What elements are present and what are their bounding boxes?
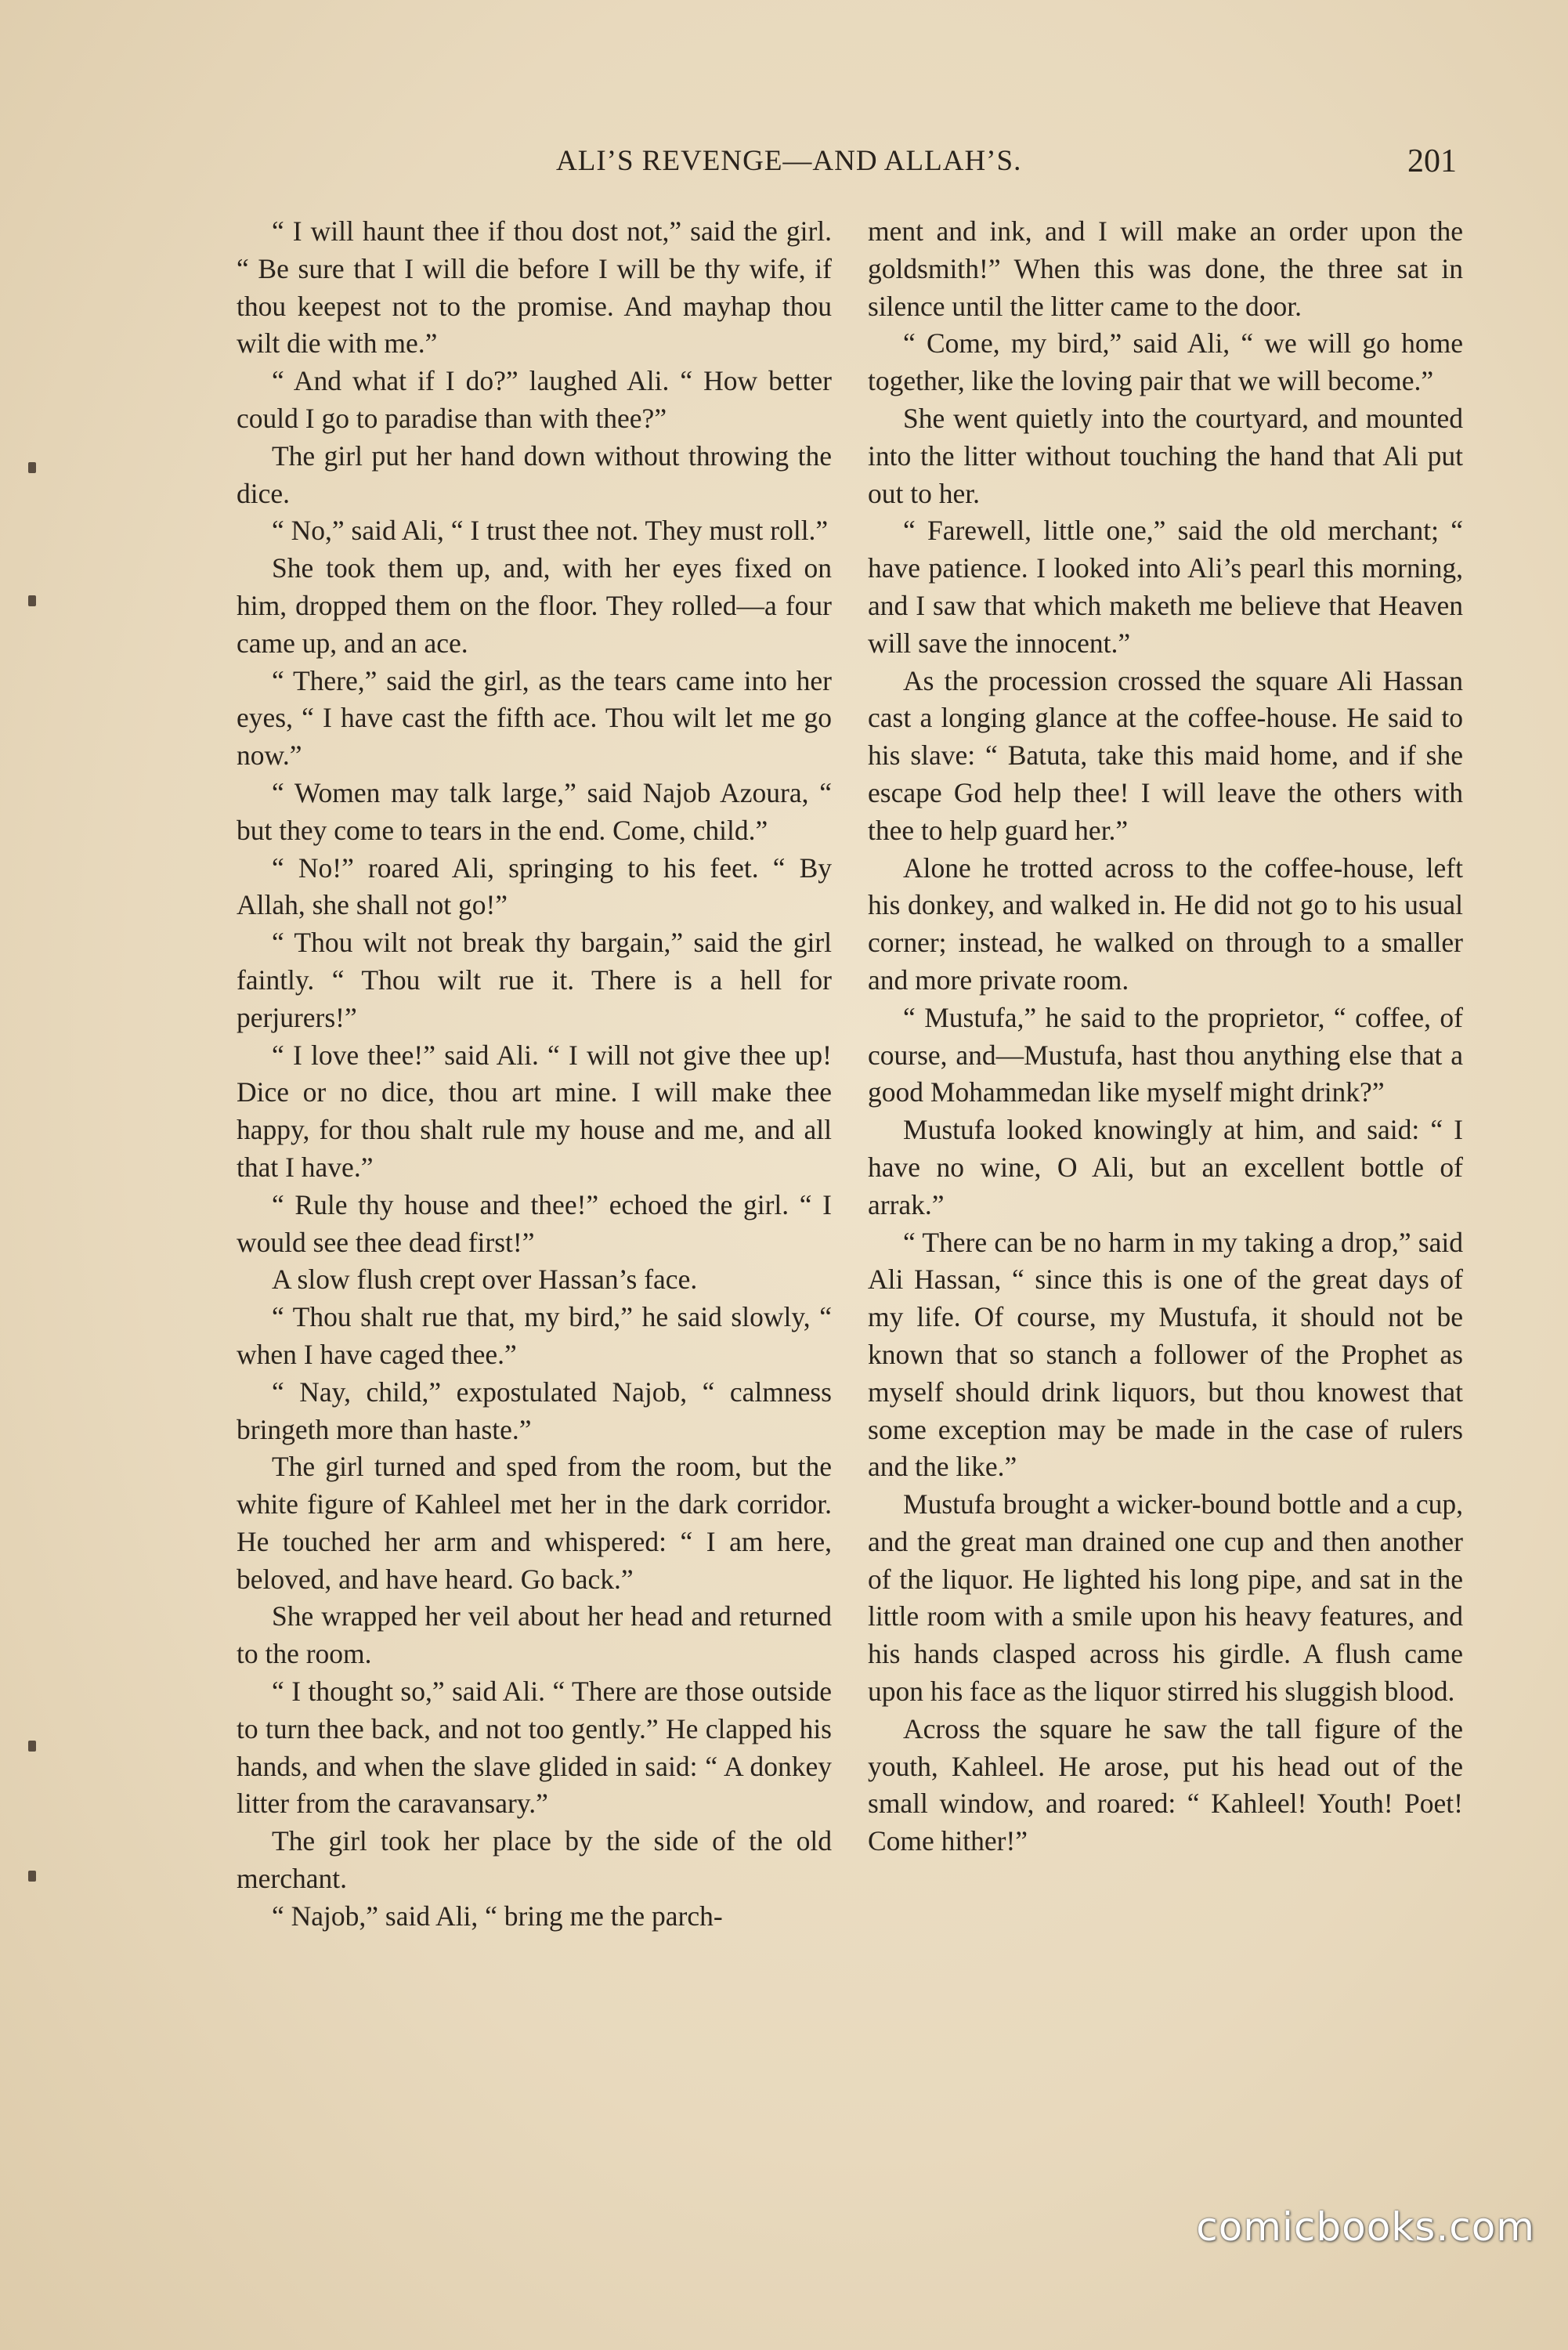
paragraph: She went quietly into the courtyard, and mounted into the litter without touching the hand that Ali put out to her. [868, 402, 1463, 509]
paragraph: Alone he trotted across to the coffee-house, left his donkey, and walked in. He did not go to his usual corner; instead, he walked on through to a smaller and more private room. [868, 851, 1463, 996]
paragraph: “ Women may talk large,” said Najob Azoura, “ but they come to tears in the end. Come, child.” [237, 776, 832, 846]
paragraph: Mustufa brought a wicker-bound bottle and a cup, and the great man drained one cup and then another of the liquor. He lighted his long pipe, and sat in the little room with a smile upon his heavy features, and his hands clasped across his girdle. A flush came upon his face as the liquor stirred his sluggish blood. [868, 1488, 1463, 1708]
margin-mark [28, 595, 36, 606]
paragraph: The girl took her place by the side of the old merchant. [237, 1825, 832, 1895]
left-text-column [237, 213, 832, 1936]
paragraph: As the procession crossed the square Ali Hassan cast a longing glance at the coffee-house. He said to his slave: “ Batuta, take this maid home, and if she escape God help thee! I will leave the others with thee to help guard her.” [868, 664, 1463, 846]
paragraph: The girl turned and sped from the room, but the white figure of Kahleel met her in the dark corridor. He touched her arm and whispered: “ I am here, beloved, and have heard. Go back.” [237, 1451, 832, 1595]
paragraph: “ Rule thy house and thee!” echoed the girl. “ I would see thee dead first!” [237, 1188, 832, 1258]
paragraph: She wrapped her veil about her head and returned to the room. [237, 1600, 832, 1670]
running-title: ALI’S REVENGE—AND ALLAH’S. [556, 145, 1022, 177]
paragraph: “ Najob,” said Ali, “ bring me the parch- [272, 1900, 723, 1932]
running-head [235, 144, 1457, 191]
paragraph: “ I will haunt thee if thou dost not,” said the girl. “ Be sure that I will die before I will be thy wife, if thou keepest not to the promise. And mayhap thou wilt die with me.” [237, 215, 832, 360]
paragraph: The girl put her hand down without throwing the dice. [237, 439, 832, 509]
paragraph: A slow flush crept over Hassan’s face. [272, 1264, 698, 1296]
margin-mark [28, 1741, 36, 1752]
paragraph: “ Thou wilt not break thy bargain,” said the girl faintly. “ Thou wilt rue it. There is a hell for perjurers!” [237, 927, 832, 1033]
paragraph: “ And what if I do?” laughed Ali. “ How better could I go to paradise than with thee?” [237, 365, 832, 434]
paragraph: “ Mustufa,” he said to the proprietor, “ coffee, of course, and—Mustufa, hast thou anything else that a good Mohammedan like myself might drink?” [868, 1001, 1463, 1108]
paragraph: “ No,” said Ali, “ I trust thee not. They must roll.” [272, 515, 829, 547]
margin-mark [28, 462, 36, 473]
page-number: 201 [1407, 143, 1457, 179]
paragraph: “ No!” roared Ali, springing to his feet. “ By Allah, she shall not go!” [237, 851, 832, 921]
paragraph: Mustufa looked knowingly at him, and said: “ I have no wine, O Ali, but an excellent bottle of arrak.” [868, 1114, 1463, 1220]
paragraph: “ Thou shalt rue that, my bird,” he said slowly, “ when I have caged thee.” [237, 1301, 832, 1370]
watermark: comicbooks.com [1196, 2204, 1535, 2250]
paragraph: She took them up, and, with her eyes fixed on him, dropped them on the floor. They rolled—a four came up, and an ace. [237, 552, 832, 659]
paragraph: “ There can be no harm in my taking a drop,” said Ali Hassan, “ since this is one of the great days of my life. Of course, my Mustufa, it should not be known that so stanch a follower of the Prophet as myself should drink liquors, but thou knowest that some exception may be made in the case of rulers and the like.” [868, 1226, 1463, 1483]
right-text-column [868, 213, 1463, 1860]
paragraph: “ Farewell, little one,” said the old merchant; “ have patience. I looked into Ali’s pearl this morning, and I saw that which maketh me believe that Heaven will save the innocent.” [868, 515, 1463, 659]
paragraph-continued: ment and ink, and I will make an order upon the goldsmith!” When this was done, the three sat in silence until the litter came to the door. [868, 215, 1463, 322]
paragraph: “ Nay, child,” expostulated Najob, “ calmness bringeth more than haste.” [237, 1376, 832, 1445]
paragraph: “ Come, my bird,” said Ali, “ we will go home together, like the loving pair that we will become.” [868, 327, 1463, 397]
paragraph: Across the square he saw the tall figure of the youth, Kahleel. He arose, put his head out of the small window, and roared: “ Kahleel! Youth! Poet! Come hither!” [868, 1712, 1463, 1857]
paragraph: “ I love thee!” said Ali. “ I will not give thee up! Dice or no dice, thou art mine. I will make thee happy, for thou shalt rule my house and me, and all that I have.” [237, 1039, 832, 1183]
paragraph: “ I thought so,” said Ali. “ There are those outside to turn thee back, and not too gently.” He clapped his hands, and when the slave glided in said: “ A donkey litter from the caravansary.” [237, 1676, 832, 1820]
margin-mark [28, 1871, 36, 1882]
paragraph: “ There,” said the girl, as the tears came into her eyes, “ I have cast the fifth ace. Thou wilt let me go now.” [237, 664, 832, 772]
